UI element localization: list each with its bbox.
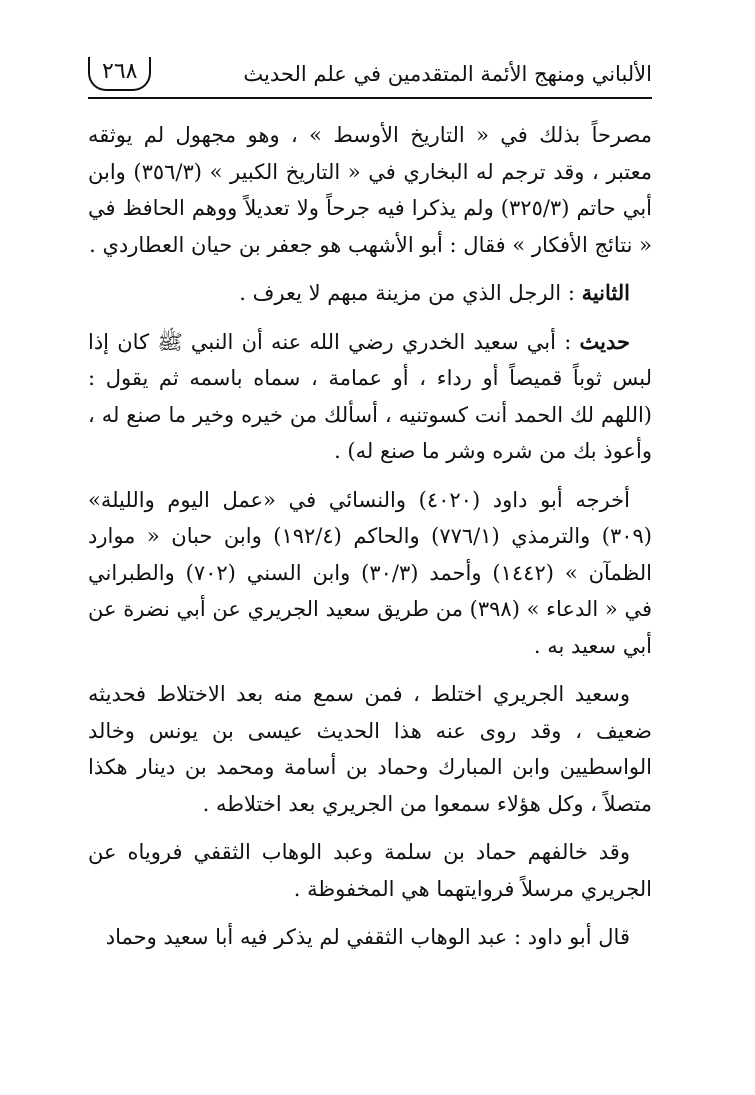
paragraph-lead: الثانية — [581, 280, 630, 305]
paragraph-text: قال أبو داود : عبد الوهاب الثقفي لم يذكر فيه أبا سعيد وحماد — [105, 925, 630, 949]
paragraph-text: وقد خالفهم حماد بن سلمة وعبد الوهاب الثقفي فروياه عن الجريري مرسلاً فروايتهما هي المخفوظة . — [88, 840, 652, 901]
page-number: ٢٦٨ — [88, 57, 151, 91]
paragraph-6 — [88, 834, 652, 907]
paragraph-5 — [88, 676, 652, 822]
page-body — [88, 117, 652, 968]
paragraph-text: مصرحاً بذلك في « التاريخ الأوسط » ، وهو مجهول لم يوثقه معتبر ، وقد ترجم له البخاري في « التاريخ الكبير » (٣٥٦/٣) وابن أبي حاتم (٣٢٥/٣) ولم يذكرا فيه جرحاً ولا تعديلاً ووهم الحافظ في « نتائج الأفكار » فقال : أبو الأشهب هو جعفر بن حيان العطاردي . — [88, 123, 652, 257]
paragraph-1 — [88, 117, 652, 263]
paragraph-4 — [88, 482, 652, 665]
paragraph-text: أخرجه أبو داود (٤٠٢٠) والنسائي في «عمل اليوم والليلة» (٣٠٩) والترمذي (٧٧٦/١) والحاكم (١٩٢/٤) وابن حبان « موارد الظمآن » (١٤٤٢) وأحمد (٣٠/٣) وابن السني (٧٠٢) والطبراني في « الدعاء » (٣٩٨) من طريق سعيد الجريري عن أبي نضرة عن أبي سعيد به . — [88, 487, 653, 658]
paragraph-text: : الرجل الذي من مزينة مبهم لا يعرف . — [239, 281, 582, 305]
paragraph-2 — [88, 275, 652, 312]
paragraph-3 — [88, 324, 652, 470]
running-title: الألباني ومنهج الأئمة المتقدمين في علم الحديث — [243, 62, 652, 86]
page-header — [88, 52, 652, 96]
paragraph-lead: حديث — [579, 328, 630, 354]
header-divider — [88, 97, 652, 99]
paragraph-7 — [88, 919, 652, 956]
paragraph-text: وسعيد الجريري اختلط ، فمن سمع منه بعد الاختلاط فحديثه ضعيف ، وقد روى عنه هذا الحديث عيسى بن يونس وخالد الواسطيين وابن المبارك وحماد بن أسامة ومحمد بن دينار هكذا متصلاً ، وكل هؤلاء سمعوا من الجريري بعد اختلاطه . — [88, 682, 652, 816]
paragraph-text: : أبي سعيد الخدري رضي الله عنه أن النبي ﷺ كان إذا لبس ثوباً قميصاً أو رداء ، أو عمامة ، سماه باسمه ثم يقول : (اللهم لك الحمد أنت كسوتنيه ، أسألك من خيره وخير ما صنع له ، وأعوذ بك من شره وشر ما صنع له) . — [88, 329, 652, 463]
